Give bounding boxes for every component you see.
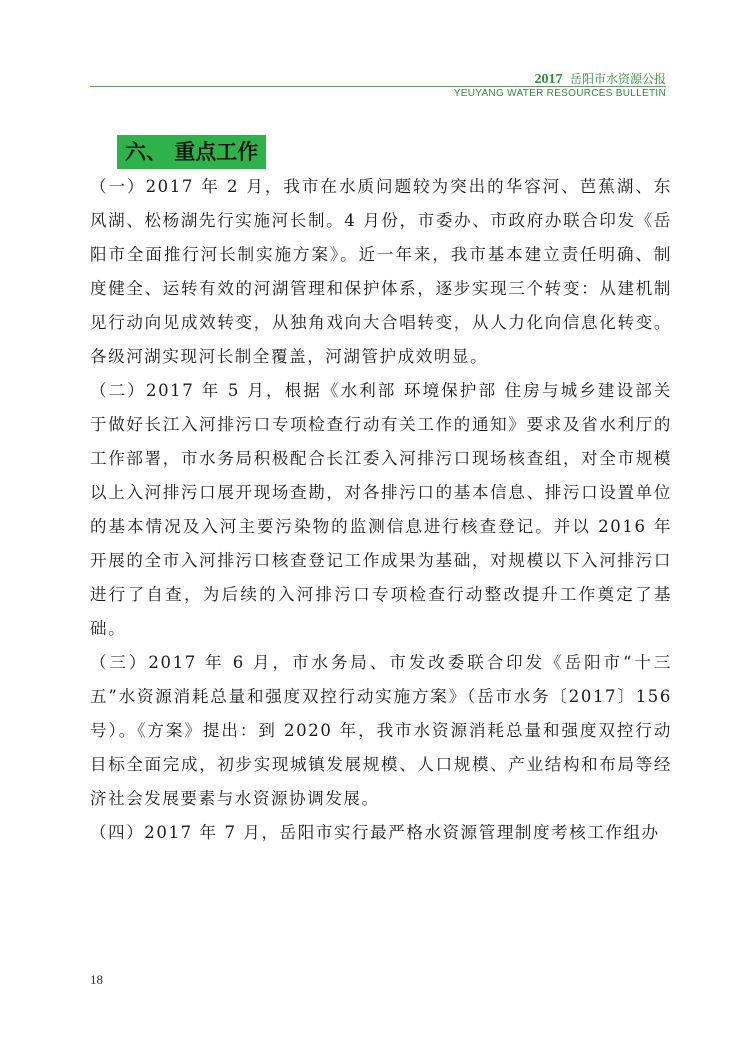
header-subtitle: YEUYANG WATER RESOURCES BULLETIN	[453, 88, 666, 99]
paragraph-2: （二）2017 年 5 月，根据《水利部 环境保护部 住房与城乡建设部关于做好长江入河排污口专项检查行动有关工作的通知》要求及省水利厅的工作部署，市水务局积极配合长江委入河排污口现场核查组，对全市规模以上入河排污口展开现场查勘，对各排污口的基本信息、排污口设置单位的基本情况及入河主要污染物的监测信息进行核查登记。并以 2016 年开展的全市入河排污口核查登记工作成果为基础，对规模以下入河排污口进行了自查，为后续的入河排污口专项检查行动整改提升工作奠定了基础。	[90, 381, 672, 638]
header-title: 岳阳市水资源公报	[569, 72, 666, 86]
section-heading: 六、 重点工作	[117, 135, 266, 169]
page-number: 18	[90, 972, 103, 987]
header-divider	[90, 86, 666, 87]
paragraph-3: （三）2017 年 6 月，市水务局、市发改委联合印发《岳阳市“十三五”水资源消耗总量和强度双控行动实施方案》（岳市水务〔2017〕156 号）。《方案》提出：到 2020 年，我市水资源消耗总量和强度双控行动目标全面完成，初步实现城镇发展规模、人口规模、产业结构和布局等经济社会发展要素与水资源协调发展。	[90, 653, 672, 808]
body-text	[90, 170, 672, 850]
paragraph-1: （一）2017 年 2 月，我市在水质问题较为突出的华容河、芭蕉湖、东风湖、松杨湖先行实施河长制。4 月份，市委办、市政府办联合印发《岳阳市全面推行河长制实施方案》。近一年来，我市基本建立责任明确、制度健全、运转有效的河湖管理和保护体系，逐步实现三个转变：从建机制见行动向见成效转变，从独角戏向大合唱转变，从人力化向信息化转变。各级河湖实现河长制全覆盖，河湖管护成效明显。	[90, 177, 672, 366]
header-year: 2017	[534, 72, 563, 87]
paragraph-4: （四）2017 年 7 月，岳阳市实行最严格水资源管理制度考核工作组办	[90, 823, 660, 842]
